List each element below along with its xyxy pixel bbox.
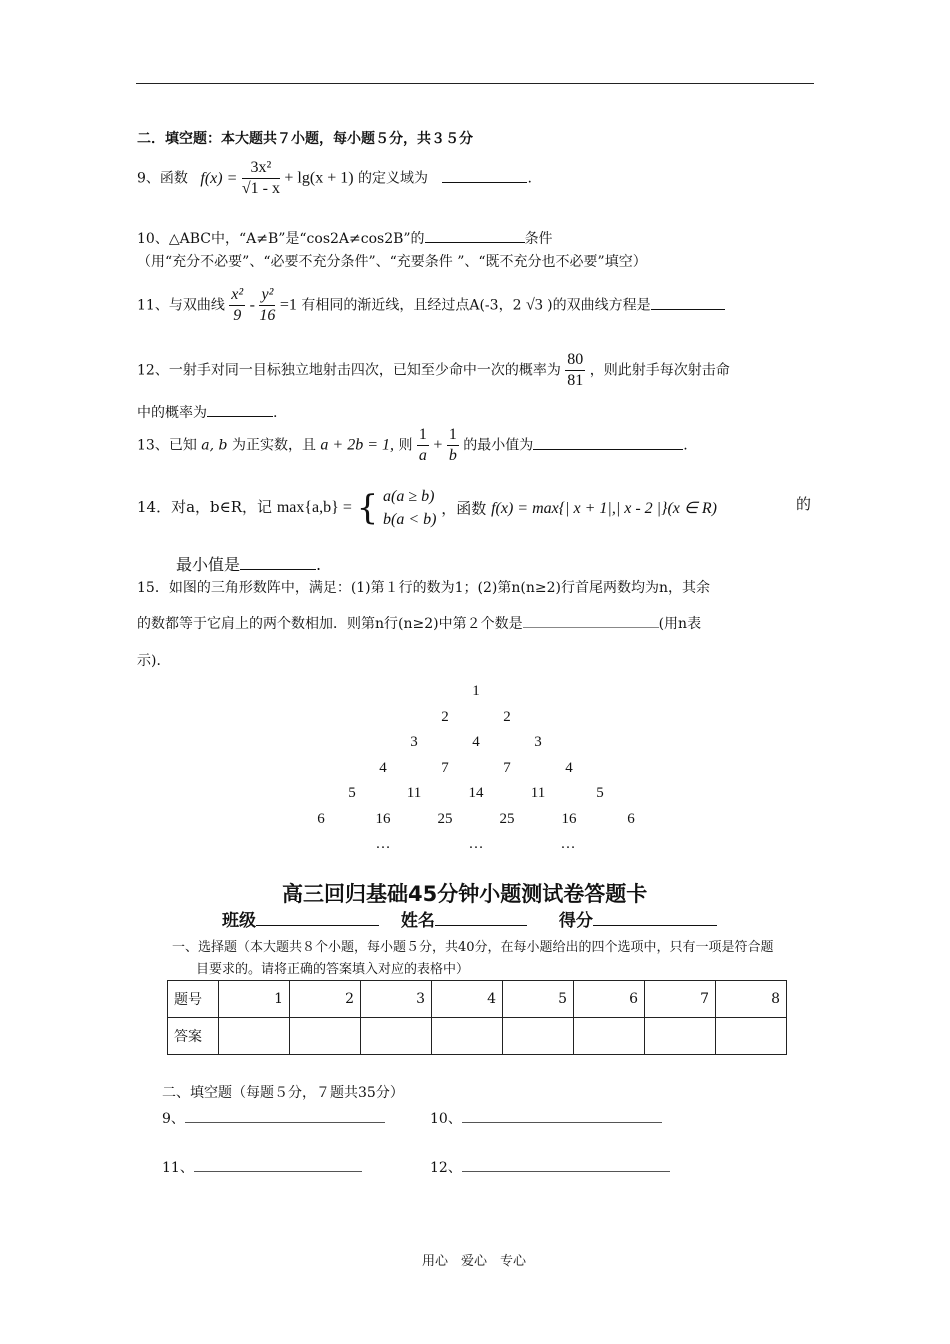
table-num-3: 3	[361, 981, 432, 1018]
q13-frac-1	[417, 425, 429, 466]
q10-line1-end: 条件	[524, 231, 553, 247]
q14-max: max{a,b} =	[276, 499, 352, 516]
q11-frac-1	[229, 285, 245, 326]
question-13	[137, 425, 688, 466]
triangle-cell: 16	[561, 810, 577, 827]
q13-frac-2	[447, 425, 459, 466]
question-11	[137, 285, 725, 326]
card-title: 高三回归基础45分钟小题测试卷答题卡	[282, 882, 648, 906]
fill-label-11: 11、	[162, 1160, 194, 1176]
question-10	[137, 228, 553, 248]
table-num-8: 8	[716, 981, 787, 1018]
q15-line1: 15．如图的三角形数阵中，满足：(1)第１行的数为1；(2)第n(n≥2)行首尾两数均为n，其余	[137, 580, 710, 596]
q15-line3: 示)．	[137, 653, 171, 669]
q9-fraction	[242, 158, 280, 199]
table-row-numbers	[168, 981, 787, 1018]
q9-text: 的定义域为	[358, 170, 428, 187]
triangle-cell: 3	[534, 734, 542, 750]
triangle-cell: 6	[627, 810, 635, 827]
class-label: 班级	[222, 911, 256, 931]
q14-case-2: b(a < b)	[383, 511, 437, 528]
card-fields	[222, 906, 717, 931]
q14-fx: f(x) = max{| x + 1|,| x - 2 |}(x ∈ R)	[491, 500, 717, 517]
triangle-cell: 2	[441, 708, 449, 725]
q14-line2	[176, 552, 321, 575]
triangle-cell: 7	[503, 759, 511, 776]
triangle-cell: 14	[468, 785, 484, 801]
q10-answer-blank[interactable]	[425, 228, 525, 243]
q14-mid: ，函数	[441, 499, 487, 518]
table-answer-label: 答案	[168, 1018, 219, 1055]
choice-section-line1: 一、选择题（本大题共８个小题，每小题５分，共40分，在每小题给出的四个选项中，只有一项是符合题	[172, 940, 774, 955]
q12-post: ，则此射手每次射击命	[589, 362, 730, 379]
fill-label-10: 10、	[430, 1111, 462, 1127]
q11-f2-den: 16	[259, 307, 276, 324]
fill-answer-11[interactable]	[194, 1159, 362, 1172]
triangle-cell: …	[468, 836, 484, 852]
q11-minus: -	[249, 296, 255, 314]
fill-item-12	[430, 1157, 670, 1177]
q15-line2-post: (用n表	[658, 616, 702, 632]
q15-line2-pre: 的数都等于它肩上的两个数相加．则第n行(n≥2)中第２个数是	[137, 616, 523, 632]
q11-eq: =1	[279, 296, 297, 314]
triangle-cell: 5	[348, 785, 356, 801]
fill-label-9: 9、	[162, 1111, 185, 1127]
q9-end: .	[527, 170, 532, 187]
triangle-cell: 6	[317, 810, 325, 827]
answer-cell[interactable]	[645, 1018, 716, 1055]
choice-section-line2: 目要求的。请将正确的答案填入对应的表格中）	[196, 962, 470, 977]
table-num-5: 5	[503, 981, 574, 1018]
q12-frac-den: 81	[567, 372, 584, 389]
triangle-cell: 2	[503, 708, 511, 725]
q14-end: .	[316, 555, 322, 574]
triangle-cell: 3	[410, 734, 418, 750]
q13-mid: 为正实数，且	[231, 437, 316, 454]
triangle-cell: 5	[596, 785, 604, 801]
answer-cell[interactable]	[574, 1018, 645, 1055]
fill-item-11	[162, 1157, 362, 1177]
q13-cond: a + 2b = 1,	[320, 436, 394, 454]
q15-line2	[137, 613, 701, 633]
fill-answer-12[interactable]	[462, 1159, 670, 1172]
triangle-cell: 7	[441, 759, 449, 776]
q11-f1-den: 9	[229, 305, 245, 326]
answer-cell[interactable]	[361, 1018, 432, 1055]
q13-pre: 13、已知	[137, 437, 197, 454]
triangle-cell: 4	[565, 759, 573, 776]
q13-vars: a, b	[201, 437, 228, 454]
table-num-7: 7	[645, 981, 716, 1018]
triangle-cell: 16	[375, 810, 391, 827]
q13-f2-num: 1	[447, 425, 459, 446]
q13-answer-blank[interactable]	[533, 435, 683, 450]
q13-f1-num: 1	[417, 425, 429, 446]
question-14	[137, 485, 717, 531]
answer-cell[interactable]	[503, 1018, 574, 1055]
question-9	[137, 158, 532, 199]
score-label: 得分	[558, 911, 593, 931]
q9-fx: f(x) =	[200, 169, 238, 187]
fill-answer-9[interactable]	[185, 1110, 385, 1123]
table-row-answers	[168, 1018, 787, 1055]
class-input[interactable]	[256, 909, 379, 926]
fill-item-9	[162, 1108, 385, 1128]
q9-label: 9、函数	[137, 170, 188, 187]
answer-cell[interactable]	[432, 1018, 503, 1055]
q11-pre: 11、与双曲线	[137, 297, 225, 314]
triangle-cell: 25	[499, 810, 515, 827]
q10-line1: 10、△ABC中，“A≠B”是“cos2A≠cos2B”的	[137, 231, 425, 247]
q13-then: 则	[398, 437, 413, 454]
question-12	[137, 350, 730, 391]
fill-item-10	[430, 1108, 662, 1128]
q14-de: 的	[796, 495, 812, 513]
q14-brace: {	[356, 488, 379, 528]
section-title: 二．填空题：本大题共７小题，每小题５分，共３５分	[137, 131, 473, 147]
q14-line2-text: 最小值是	[176, 555, 241, 574]
q14-cases	[383, 485, 436, 531]
q9-tail: + lg(x + 1)	[284, 169, 354, 187]
answer-cell[interactable]	[219, 1018, 290, 1055]
answer-cell[interactable]	[290, 1018, 361, 1055]
triangle-cell: 25	[437, 810, 453, 827]
q12-answer-blank[interactable]	[207, 402, 273, 417]
q15-answer-blank[interactable]	[523, 613, 659, 628]
q11-frac-2	[259, 285, 275, 326]
triangle-cell: …	[375, 836, 391, 852]
q14-pre: 14．对a，b∈R，记	[137, 498, 273, 516]
triangle-cell: 1	[472, 683, 480, 699]
q12-frac-num: 80	[565, 350, 585, 371]
fill-section-title: 二、填空题（每题５分，７题共35分）	[162, 1085, 404, 1101]
q13-f2-den: b	[448, 447, 457, 464]
q13-post: 的最小值为	[463, 437, 534, 454]
q11-mid: 有相同的渐近线，且经过点A(-3，2	[301, 297, 522, 314]
q9-frac-num: 3x²	[242, 158, 280, 179]
table-num-2: 2	[290, 981, 361, 1018]
footer: 用心 爱心 专心	[422, 1254, 527, 1269]
q9-frac-den: √1 - x	[241, 180, 280, 197]
answer-table	[167, 980, 787, 1055]
table-num-4: 4	[432, 981, 503, 1018]
q11-sqrt: √3	[525, 296, 543, 314]
table-num-6: 6	[574, 981, 645, 1018]
triangle-cell: 11	[406, 785, 422, 801]
triangle-cell: 4	[379, 759, 387, 776]
fill-label-12: 12、	[430, 1160, 462, 1176]
q11-f2-num: y²	[261, 286, 274, 303]
table-header-label: 题号	[168, 981, 219, 1018]
q11-f1-num: x²	[231, 286, 244, 303]
q11-answer-blank[interactable]	[651, 295, 725, 310]
triangle-cell: 11	[530, 785, 546, 801]
triangle-cell: 4	[472, 734, 480, 750]
answer-cell[interactable]	[716, 1018, 787, 1055]
q13-plus: +	[433, 436, 443, 454]
q13-end: .	[683, 437, 688, 454]
q12-pre: 12、一射手对同一目标独立地射击四次，已知至少命中一次的概率为	[137, 362, 561, 379]
fill-answer-10[interactable]	[462, 1110, 662, 1123]
q12-line2-text: 中的概率为	[137, 405, 207, 421]
top-rule	[136, 83, 814, 84]
q13-f1-den: a	[418, 447, 427, 464]
q11-end: )的双曲线方程是	[547, 297, 651, 314]
q14-case-1: a(a ≥ b)	[383, 488, 435, 505]
score-input[interactable]	[593, 909, 717, 926]
name-label: 姓名	[400, 911, 435, 931]
triangle-cell: …	[560, 836, 576, 852]
q12-line2	[137, 402, 277, 422]
q12-fraction	[565, 350, 585, 391]
q14-answer-blank[interactable]	[240, 555, 316, 570]
name-input[interactable]	[435, 909, 527, 926]
q9-answer-blank[interactable]	[442, 168, 527, 183]
q10-line2: （用“充分不必要”、“必要不充分条件”、“充要条件 ”、“既不充分也不必要”填空）	[137, 254, 647, 270]
q12-end: .	[273, 405, 278, 421]
table-num-1: 1	[219, 981, 290, 1018]
